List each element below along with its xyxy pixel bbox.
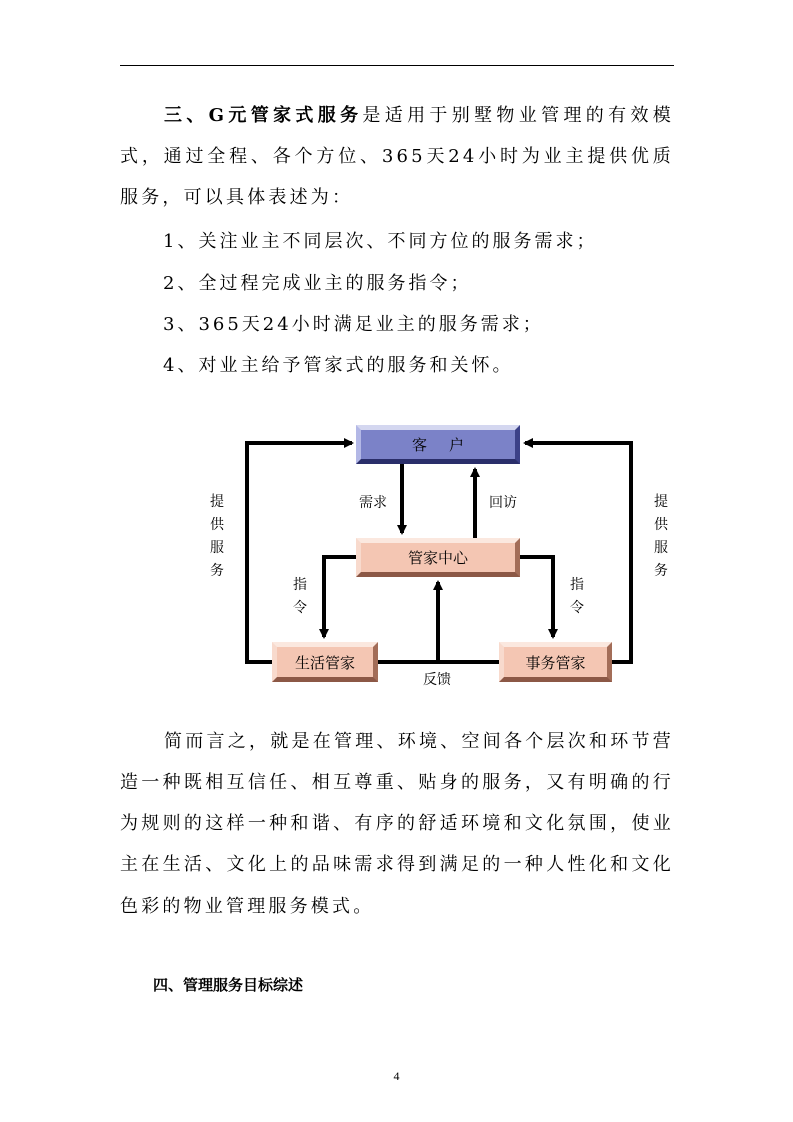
demand-label: 需求: [359, 495, 387, 511]
instruction-left-label: 指令: [293, 577, 307, 616]
feedback-label: 反馈: [423, 672, 451, 688]
list-item: 2、全过程完成业主的服务指令；: [163, 273, 472, 294]
intro-line-1-rest: 是适用于别墅物业管理的有效模: [362, 105, 674, 126]
intro-line-2: 式，通过全程、各个方位、365天24小时为业主提供优质: [120, 146, 674, 167]
summary-line: 简而言之，就是在管理、环境、空间各个层次和环节营: [164, 731, 674, 752]
intro-line-3: 服务，可以具体表述为：: [120, 187, 354, 208]
butler-center-box: 管家中心: [356, 538, 520, 577]
affairs-butler-box: 事务管家: [499, 642, 612, 682]
instruction-left-arrow: [324, 557, 356, 637]
provide-service-left-connector: [247, 443, 352, 662]
intro-bold-lead: 三、G元管家式服务: [164, 105, 363, 126]
provide-service-right-label: 提供服务: [654, 494, 668, 579]
list-item: 4、对业主给予管家式的服务和关怀。: [163, 355, 514, 376]
provide-service-right-connector: [525, 443, 631, 662]
provide-service-left-label: 提供服务: [210, 494, 224, 579]
summary-line: 造一种既相互信任、相互尊重、贴身的服务，又有明确的行: [120, 772, 674, 793]
list-item: 3、365天24小时满足业主的服务需求；: [163, 314, 544, 335]
header-rule: [120, 65, 674, 66]
page-number: 4: [393, 1069, 400, 1083]
summary-line: 主在生活、文化上的品味需求得到满足的一种人性化和文化: [120, 854, 674, 875]
instruction-right-label: 指令: [570, 577, 584, 616]
section-heading: 四、管理服务目标综述: [153, 976, 304, 994]
customer-box: 客户: [356, 425, 520, 464]
life-butler-box: 生活管家: [272, 642, 378, 682]
intro-line-1: [120, 104, 674, 128]
summary-line: 色彩的物业管理服务模式。: [120, 896, 375, 917]
revisit-label: 回访: [489, 495, 517, 511]
instruction-right-arrow: [520, 557, 553, 637]
list-item: 1、关注业主不同层次、不同方位的服务需求；: [163, 231, 598, 252]
summary-line: 为规则的这样一种和谐、有序的舒适环境和文化氛围，使业: [120, 813, 674, 834]
